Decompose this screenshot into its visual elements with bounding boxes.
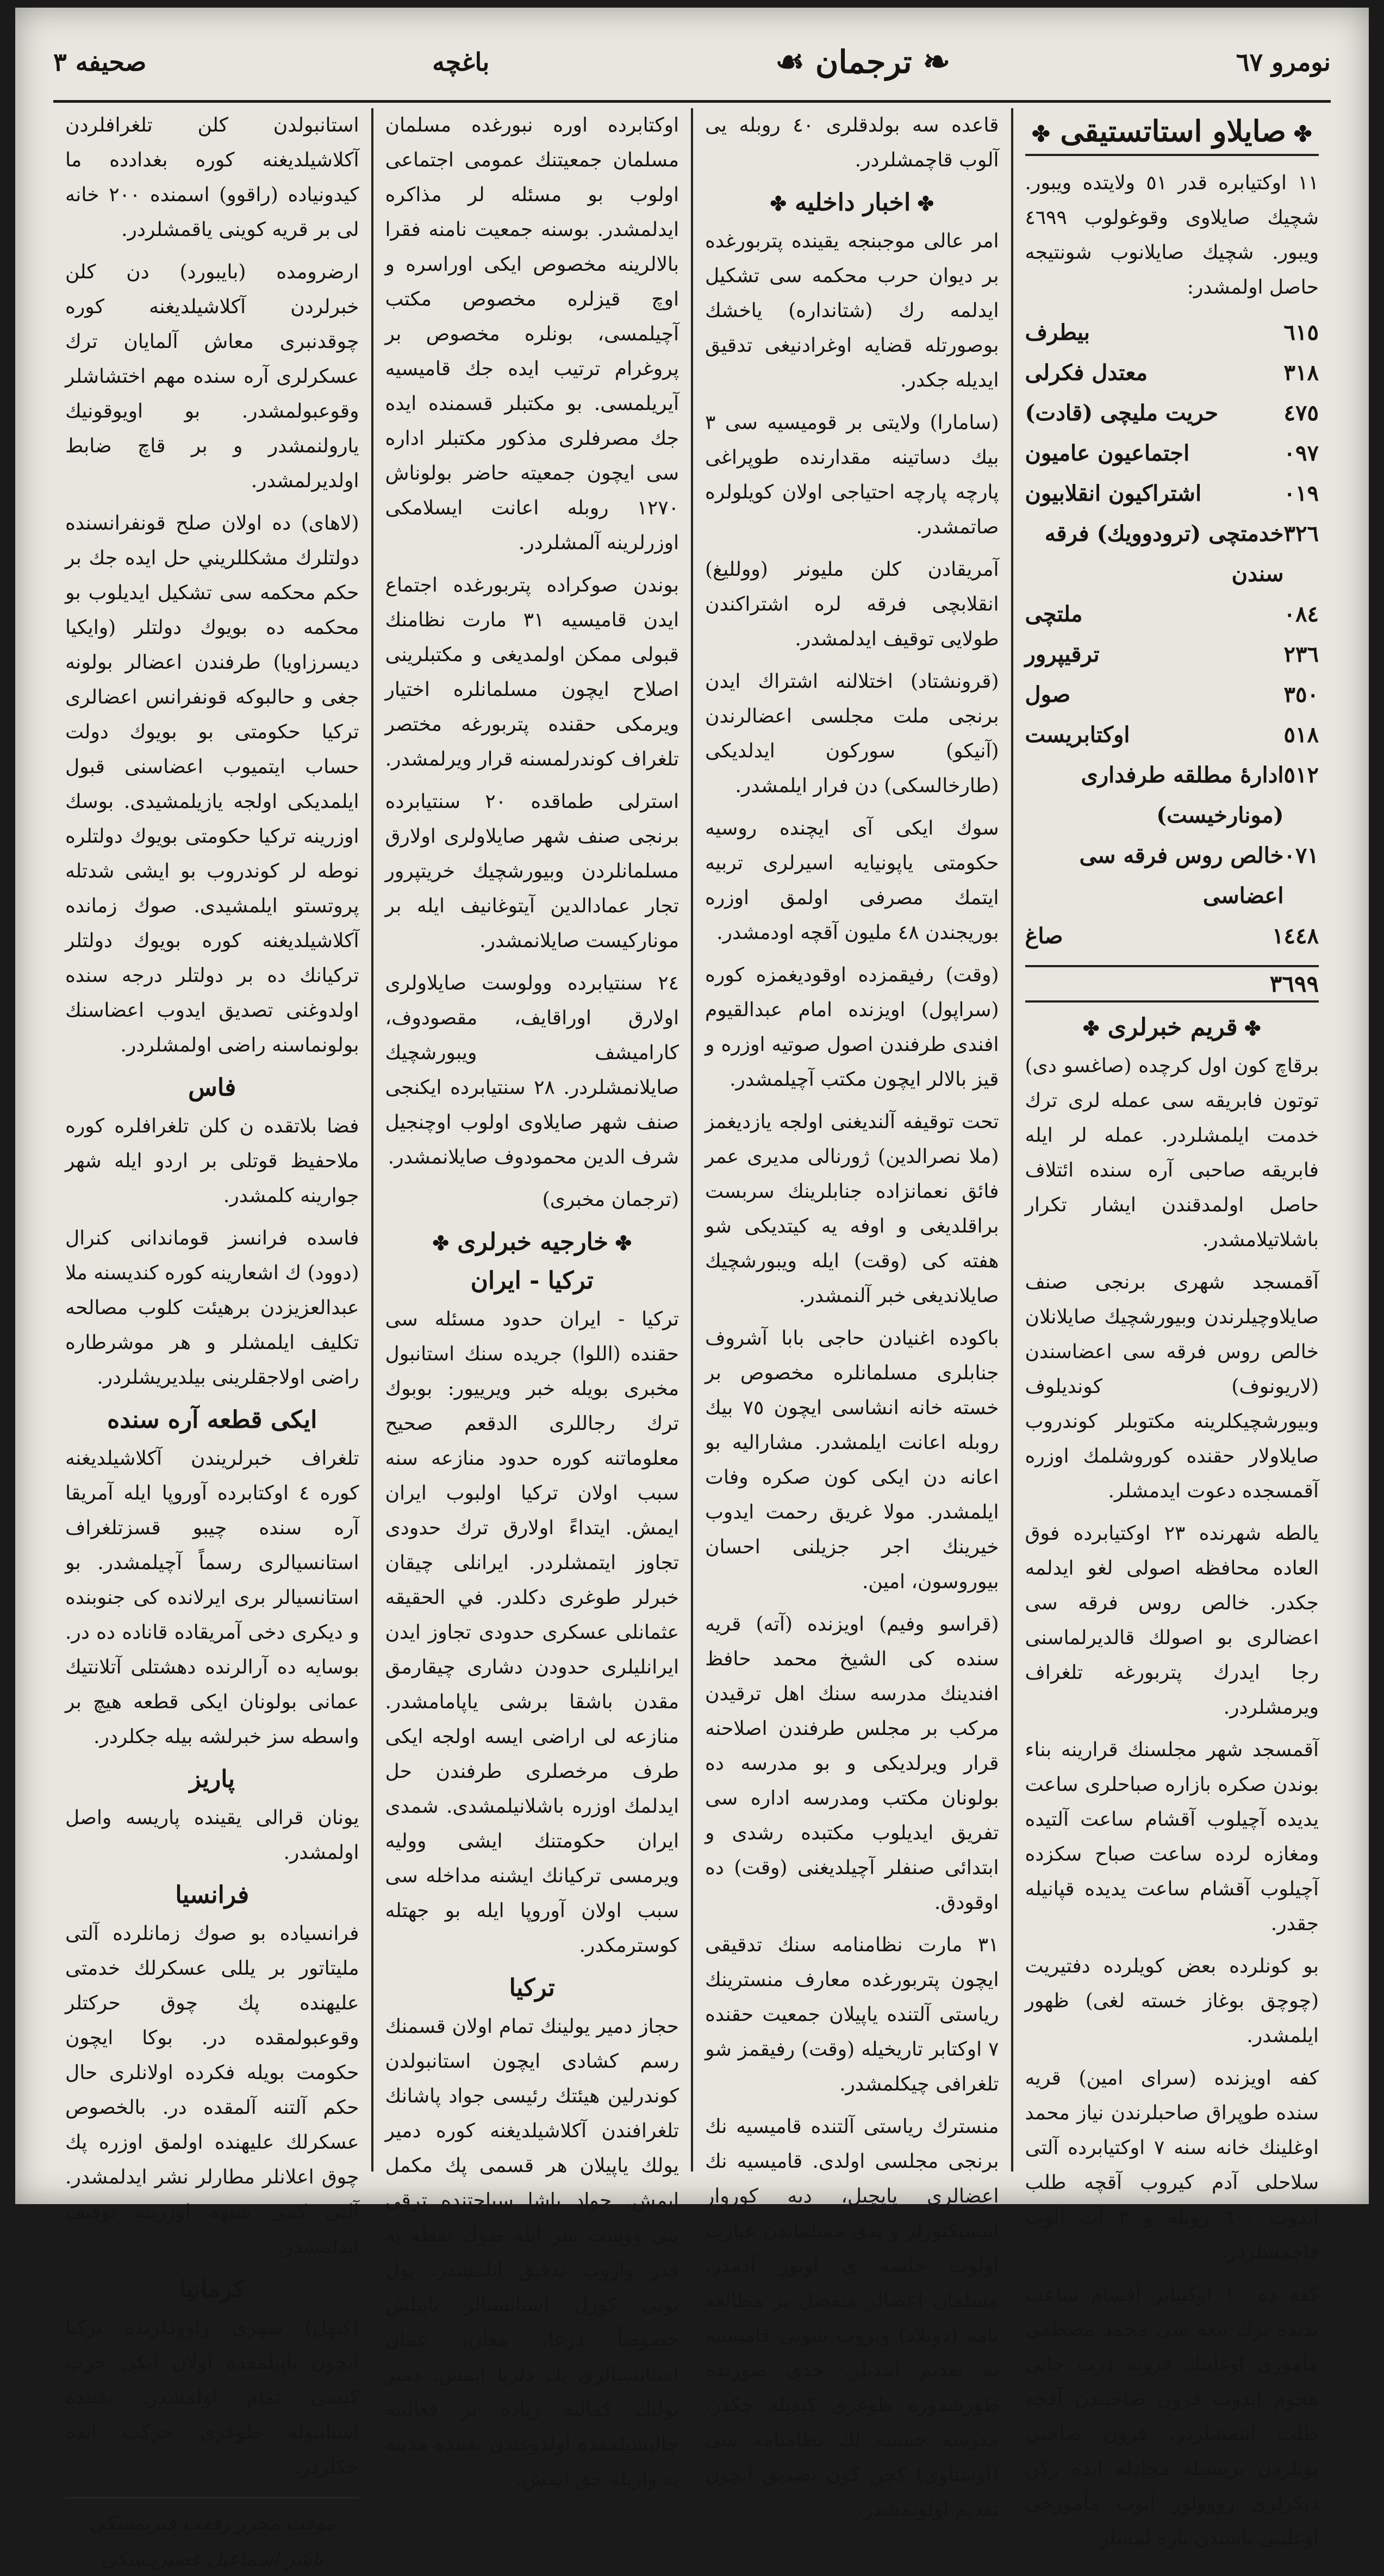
publisher-name: ناشر اسماعيل غصپرينسكى (101, 2548, 323, 2571)
news-item: (كيهل) شهرى زاوودلرنده تركيا ايچون ياپيلمقده اولان ايكى حرب كيسى تمام اولمشدر. يقينده استانبوله طوغرى حركت ايده جكلردر. (65, 2317, 359, 2478)
column-heading: ✤ صايلاو استاتستيقى ✤ (1025, 114, 1319, 156)
news-item: آقمسجد شهرى برنجى صنف صايلاوچيلرندن وبيورشچيك صايلانلان خالص روس فرقه سى اعضاسندن (لاريونوف) كونديلوف وبيورشچيكلرينه مكتوبلر كوندروب صايلاولار حقنده كوروشلمك اوزره آقمسجده دعوت ايدمشلر. (1025, 1271, 1319, 1502)
news-items (385, 1302, 679, 1963)
news-item: فرانسياده بو صوك زمانلرده آلتى مليتاتور بر يللى عسكرلك خدمتى عليهنده پك چوق حركتلر وقوعبولمقده در. بوكا ايچون حكومت بويله فكرده اولانلرى حال حكم آلتنه آلمقده در. بالخصوص عسكرلك عليهنده اولمق اوزره پك چوق اعلانلر مطارلر نشر ايدلمشدر. آلتى كمى شبهه اوزرينه توقيف ايدلمشدر. (65, 1922, 359, 2258)
news-item: استانبولدن كلن تلغرافلردن آكلاشيلديغنه كوره بغدادده ما كيدونياده (راقوو) اسمنده ٢٠٠ خانه لى بر قريه كوينى ياقمشلردر. (65, 114, 359, 241)
ornament-icon: ✤ (432, 1232, 449, 1255)
column-telegrams (53, 108, 371, 2571)
stats-total (1025, 965, 1319, 1003)
ornament-icon: ✤ (1032, 121, 1050, 147)
sub-heading: كرمانيا (179, 2275, 245, 2303)
editor-name: موقت محرر رفعت قيريمسكى (89, 2512, 335, 2535)
ornament-icon: ✤ (770, 192, 787, 215)
seat-count: ٢٣٦ (1283, 642, 1319, 667)
stats-row (1025, 514, 1319, 594)
stats-row (1025, 675, 1319, 715)
news-items (705, 224, 999, 2527)
seat-count: ٥١٢ (1283, 762, 1319, 788)
seat-count: ٤٧٥ (1283, 400, 1319, 426)
seat-count: ٠١٩ (1283, 481, 1319, 506)
ornament-icon: ✤ (608, 1232, 632, 1255)
stats-row (1025, 715, 1319, 755)
news-item: (ترجمان مخبرى) (542, 1189, 679, 1211)
editor-signature (65, 2497, 359, 2576)
seat-count: ٦١٥ (1283, 320, 1319, 345)
seat-count: ٥١٨ (1283, 722, 1319, 748)
newspaper-title-block (775, 43, 950, 81)
news-item: امر عالى موجبنجه يقينده پتربورغده بر ديوان حرب محكمه سى تشكيل ايدلمه رك (شتانداره) ياخشك بوصورتله قضايه اوغرادنيغى تدقيق ايديله جكدر. (705, 230, 999, 391)
news-item: استرلى طماقده ٢٠ سنتيابرده برنجى صنف شهر صايلاولرى اولارق مسلمانلردن وبيورشچيك خريتپرور تجار عمادالدين آيتوغانيف ايله بر موناركيست صايلانمشدر. (385, 791, 679, 952)
seat-count: ٠٨٤ (1283, 601, 1319, 627)
page-number: صحيفه ٣ (53, 47, 147, 77)
ornament-icon: ✤ (1237, 1017, 1261, 1040)
news-item: كفه ده ١٠ اوكتيابر آقشام ساعت يديده ترك تبعه سى محمد مصطفى مأمورى اوغلينك فرونه درت جانى هجوم ايدوب فرون صاحبندن آقچه طلب ايتمشلردر. فرون صاحبى بونلردن بريسيله مجادله ايده ركن ديكرلرى رووولور آتوب مأمورچى اوغلينى باشندن ياره لمشلر. (1025, 2283, 1319, 2549)
party-name: ملتچى (1025, 601, 1083, 627)
sub-heading: پاريز (189, 1765, 235, 1793)
stats-intro: ١١ اوكتيابره قدر ٥١ ولايتده ويبور. شچيك صايلاوى وقوغولوب ٤٦٩٩ ويبور. شچيك صايلانوب شونتيجه حاصل اولمشدر: (1025, 172, 1319, 298)
news-item: بوندن صوكراده پتربورغده اجتماع ايدن قاميسيه ٣١ مارت نظامنك قبولى ممكن اولمديغى و مكتبلرينى اصلاح ايچون مسلمانلره اختيار ويرمكى حقنده پتربورغه مختصر تلغراف كوندرلمسنه قرار ويرلمشدر. (385, 574, 679, 770)
news-item: (لاهاى) ده اولان صلح قونفرانسنده دولتلرك مشكللريني حل ايده جك بر حكم محكمه سى تشكيل ايديلوب بو محكمه ده بويوك دولتلر (وايكيا ديسرزاويا) طرفندن اعضالر بولونه جغى و حالبوكه قونفرانس اعضالرى تركيا حكومتى بو بويوك دولت حساب ايتميوب اعضاسنى قبول ايلمديكى اولجه يازيلمشيدى. بوسك اوزرينه تركيا حكومتى بويوك دولتلره نوطه لر كوندروب بو ايشى شدتله پروتستو ايلمشيدى. صوك زمانده آكلاشيلديغنه كوره بويوك دولتلر تركيانك ده بر دولتلر درجه سنده اولدوغنى تصديق ايدوب اعضاسنك بولونماسنه راضى اولمشلردر. (65, 512, 359, 1056)
party-name: اشتراكيون انقلابيون (1025, 481, 1202, 506)
party-name: بيطرف (1025, 320, 1090, 345)
section-heading: ✤ قريم خبرلرى ✤ (1083, 1013, 1261, 1041)
news-item: آقمسجد شهر مجلسنك قرارينه بناء بوندن صكره بازاره صباحلرى ساعت يديده آچيلوب آقشام ساعت آلتيده ومغازه لرده ساعت صباح سكزده آچيلوب آقشام ساعت يديده قپانيله جقدر. (1025, 1739, 1319, 1935)
news-item: اوكتابرده اوره نبورغده مسلمان مسلمان جمعيتنك عمومى اجتماعى اولوب بو مسئله لر مذاكره ايدلمشدر. بوسنه جمعيت نامنه فقرا بالالرينه مخصوص ايكى اوراسره و اوچ قيزلره مخصوص مكتب آچيلمسى، بونلره مخصوص بر پروغرام ترتيب ايده جك قاميسيه آيريلمسى. بو مكتبلر قسمنده ايده جك مصرفلرى مذكور مكتبلر اداره سى ايچون جمعيته حاضر بولوناش ١٢٧٠ روبله اعانت ايسلامكى اوزرلرينه آلمشلردر. (385, 114, 679, 554)
stats-row (1025, 916, 1319, 956)
news-item: بو كونلرده بعض كويلرده دفتيريت (چوچق بوغاز خسته لغى) ظهور ايلمشدر. (1025, 1955, 1319, 2047)
ornament-icon: ✤ (1286, 121, 1312, 147)
article-columns (53, 108, 1331, 2571)
news-item: تركيا - ايران حدود مسئله سى حقنده (اللوا) جريده سنك استانبول مخبرى بويله خبر ويرييور: بوبوك ترك رجاللرى الدقعم صحيح معلوماتنه كوره حدود منازعه سنه سبب اولان تركيا اولبوب ايران ايمش. ايتداءً اولارق ترك حدودى تجاوز ايتمشلردر. ايرانلى چيقان خبرلر طوغرى دكلدر. في الحقيقه عثمانلى عسكرى حدودى تجاوز ايدن ايرانليلرى حدودن دشارى چيقارمق مقدن باشقا برشى ياپامامشدر. منازعه لى اراضى ايسه اولجه ايكى طرف مرخصلرى طرفندن حل ايدلمك اوزره باشلانيلمشدى. شمدى ايران حكومتنك ايشى ووليه ويرمسى تركيانك ايشنه مداخله سى سبب اولان آوروپا ايله بو جهتله كوسترمكدر. (385, 1308, 679, 1957)
news-item: فضا بلاتقده ن كلن تلغرافلره كوره ملاحفيظ قوتلى بر اردو ايله شهر جوارينه كلمشدر. (65, 1115, 359, 1207)
sub-heading: فرانسيا (175, 1881, 250, 1909)
column-election-stats (1011, 108, 1331, 2549)
sub-heading: ايكى قطعه آره سنده (107, 1406, 317, 1434)
party-name: ادارهٔ مطلقه طرفدارى (مونارخيست) (1081, 762, 1284, 828)
section-name: باغچه (432, 47, 490, 77)
party-name: خدمتچى (ترودوويك) فرقه سندن (1044, 521, 1284, 587)
column-domestic-news (691, 108, 1011, 2521)
news-item: فاسده فرانسز قوماندانى كنرال (دوود) ك اشعارينه كوره كنديسنه ملا عبدالعزيزدن برهيئت كلوب مصالحه تكليف ايلمشلر و هر موشرطاره راضى اولاجقلرينى بيلديريشلردر. (65, 1227, 359, 1389)
issue-number: نومرو ٦٧ (1236, 47, 1331, 77)
section-heading: ✤ خارجيه خبرلرى ✤ (432, 1228, 632, 1256)
stats-row (1025, 474, 1319, 514)
seat-count: ٣٢٦ (1283, 521, 1319, 546)
sub-heading: تركيا (509, 1974, 555, 2002)
news-item: (سامارا) ولايتى بر قوميسيه سى ٣ بيك دساتينه مقدارنده طوپراغى پارچه پارچه احتياجى اولان كويلولره صاتمشدر. (705, 412, 999, 538)
stats-total-value: ٣٦٩٩ (1269, 970, 1319, 997)
news-item: تحت توقيفه آلنديغنى اولجه يازديغمز (ملا نصرالدين) ژورنالى مديرى عمر فائق نعمانزاده جنابلرينك سربست براقلديغى و اوفه يه كيتديكى شو هفته كى (وقت) ايله ويبورشچيك صايلانديغى خبر آلنمشدر. (705, 1111, 999, 1307)
ornament-icon: ❧ (922, 43, 950, 81)
news-item: آمريقادن كلن مليونر (وولليغ) انقلابچى فرقه لره اشتراكندن طولايى توقيف ايدلمشدر. (705, 558, 999, 650)
party-name: معتدل فكرلى (1025, 360, 1148, 385)
stats-row (1025, 353, 1319, 393)
stats-row (1025, 313, 1319, 353)
sub-heading: فاس (188, 1074, 236, 1102)
stats-row (1025, 836, 1319, 916)
party-name: اوكتابريست (1025, 722, 1130, 748)
stats-row (1025, 634, 1319, 675)
news-item: حجاز دمير يولينك تمام اولان قسمنك رسم كشادى ايچون استانبولدن كوندرلين هيئتك رئيسى جواد پاشانك تلغرافندن آكلاشيلديغنه كوره دمير يولك ياپيلان هر قسمى پك مكمل ايمش. جواد پاشا سياحتنده ترقى بنى ووست سر ابله صوك نقطه يه قدر واروپ تدقيق ايلمشدر. يول بوبى كوزل استانسيالر ياپيلش خصوصاً درعا، معان، عمان استانسيالرى پك دلربا ايمش. دمير يولنك كمالنه زياده بر فعاليته چاليشيلمقده اولدوغندن يقينده مدينه يه واريله جق ايمش. (385, 2015, 679, 2490)
party-name: صول (1025, 682, 1071, 707)
section-heading: ✤ اخبار داخليه ✤ (770, 189, 934, 216)
news-item: ٢٤ سنتيابرده وولوست صايلاولرى اولارق اوراقايف، مقصودوف، كاراميشف ويبورشچيك صايلانمشلردر. ٢٨ سنتيابرده ايكنجى صنف شهر صايلاوى اولوب اوچنجيل شرف الدين محمودوف صايلانمشدر. (385, 972, 679, 1168)
ornament-icon: ☙ (775, 43, 805, 81)
newspaper-title: ترجمان (815, 43, 912, 80)
news-item: ٣١ مارت نظامنامه سنك تدقيقى ايچون پتربورغده معارف منسترينك رياستى آلتنده ياپيلان جمعيت حقنده ٧ اوكتابر تاريخيله (وقت) رفيقمز شو تلغرافى چيكلمشدر. (705, 1934, 999, 2095)
stats-row (1025, 594, 1319, 634)
party-name: خالص روس فرقه سى اعضاسى (1079, 843, 1284, 909)
stats-row (1025, 755, 1319, 836)
seat-count: ٣٥٠ (1283, 682, 1319, 707)
news-item: منسترك رياستى آلتنده قاميسيه نك برنجى مجلسى اولدى. قاميسيه نك اعضالرى پاپچيل، ديه كوروار اينسپكتورلر و يدى مسلماندن عبارت اولوب جلسه ى اوتوز آدمدر. مسلمان اعضالر منفصل بر مطالعه نامه (دوتلاد) ويروب شونى قاميسيه يه تقديم ايتديلر. جدى صورتده طورشدوره طوغرى كيديله جكدر. مدرسه حسنيه لك نظامنامه سى (اوستاوى) كچن كون تصديق ايچون تقديم اولونمشدر. (705, 2115, 999, 2521)
sub-heading: تركيا - ايران (470, 1267, 594, 1295)
party-name: صاغ (1025, 923, 1063, 949)
stats-row (1025, 433, 1319, 474)
news-item: برقاچ كون اول كرچده (صاغسو دى) توتون فابريقه سى عمله لرى ترك خدمت ايلمشلردر. عمله لر ايله فابريقه صاحبى آره سنده ائتلاف حاصل اولمدقندن ايشار تكرار باشلاتيلامشدر. (1025, 1055, 1319, 1251)
news-item: سوك ايكى آى ايچنده روسيه حكومتى ياپونيايه اسيرلرى تربيه ايتمك مصرفى اولمق اوزره بوريجندن ٤٨ مليون آقچه اودمشدر. (705, 817, 999, 944)
news-item: يونان قرالى يقينده پاريسه واصل اولمشدر. (65, 1807, 359, 1864)
seat-count: ٠٧١ (1283, 843, 1319, 868)
news-items (385, 108, 679, 1217)
newspaper-page (15, 8, 1369, 2571)
news-item: (وقت) رفيقمزده اوقوديغمزه كوره (سراپول) اويزنده امام عبدالقيوم افندى طرفندن اصول صوتيه اوزره و قيز بالالر ايچون مكتب آچيلمشدر. (705, 964, 999, 1091)
party-name: ترقيپرور (1025, 642, 1100, 667)
seat-count: ١٤٤٨ (1272, 923, 1319, 949)
masthead (53, 24, 1331, 103)
ornament-icon: ✤ (1083, 1017, 1100, 1040)
news-item: تلغراف خبرلريندن آكلاشيلديغنه كوره ٤ اوكتابرده آوروپا ايله آمريقا آره سنده چيبو قسزتلغراف استانسيالرى رسماً آچيلمشدر. بو استانسيالر برى ايرلانده كى جنوبنده و ديكرى دخى آمريقاده قاناده ده در. بوسايه ده آرالرنده دهشتلى آتلانتيك عمانى بولونان ايكى قطعه هيچ بر واسطه سز خبرلشه بيله جكلردر. (65, 1447, 359, 1748)
news-item: (قراسو وفيم) اويزنده (آته) قريه سنده كى الشيخ محمد حافظ افندينك مدرسه سنك اهل ترقيدن مركب بر مجلس طرفندن اصلاحنه قرار ويرلديكى و بو مدرسه ده بولونان مكتب ومدرسه اداره سى تفريق ايديلوب مكتبده رشدى و ابتدائى صنفلر آچيلديغنى (وقت) ده اوقودق. (705, 1613, 999, 1914)
news-items (385, 2009, 679, 2497)
news-item: كفه اويزنده (سراى امين) قريه سنده طوپراق صاحبلرندن نياز محمد اوغلينك خانه سنه ٧ اوكتيابرده آلتى سلاحلى آدم كيروب آقچه طلب ايدوب ٦٠٠ روبله و ٣ آت آلوب قاچمشلردر. (1025, 2067, 1319, 2263)
news-item: يالطه شهرنده ٢٣ اوكتيابرده فوق العاده محافظه اصولى لغو ايدلمه جكدر. خالص روس فرقه سى اعضالرى بو اصولك قالديرلماسنى رجا ايدرك پتربورغه تلغراف ويرمشلردر. (1025, 1522, 1319, 1719)
seat-count: ٣١٨ (1283, 360, 1319, 385)
ornament-icon: ✤ (911, 192, 934, 215)
party-name: اجتماعيون عاميون (1025, 440, 1190, 466)
news-items (705, 108, 999, 178)
news-items (1025, 1049, 1319, 2556)
news-item: ارضرومده (بايبورد) دن كلن خبرلردن آكلاشيلديغنه كوره چوقدنبرى معاش آلمايان ترك عسكرلرى آره سنده مهم اختشاشلر وقوعبولمشدر. بو اويوقونيك يارولنمشدر و بر قاچ ضابط اولديرلمشدر. (65, 261, 359, 492)
stats-row (1025, 393, 1319, 433)
party-name: حريت مليچى (قادت) (1025, 400, 1219, 426)
news-item: قاعده سه بولدقلرى ٤٠ روبله يى آلوب قاچمشلردر. (705, 114, 999, 171)
news-item: (قرونشتاد) اختلالنه اشتراك ايدن برنجى ملت مجلسى اعضالرندن (آنيكو) سوركون ايدلديكى (طارخالسكى) دن فرار ايلمشدر. (705, 670, 999, 797)
news-item: باكوده اغنيادن حاجى بابا آشروف جنابلرى مسلمانلره مخصوص بر خسته خانه انشاسى ايچون ٧٥ بيك روبله اعانت ايلمشدر. مشاراليه بو اعانه دن ايكى كون صكره وفات ايلمشدر. مولا غريق رحمت ايدوب خيرينك اجر جزيلنى احسان بيوروسون، امين. (705, 1327, 999, 1593)
stats-list (1025, 313, 1319, 956)
column-foreign-news (371, 108, 691, 2490)
seat-count: ٠٩٧ (1283, 440, 1319, 466)
